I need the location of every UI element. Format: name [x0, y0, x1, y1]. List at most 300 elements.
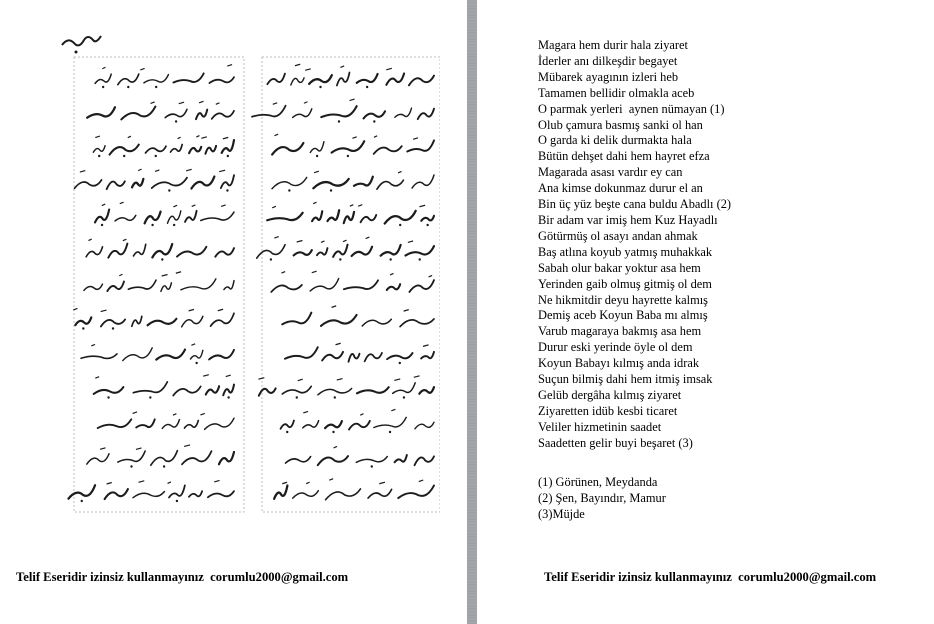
ink-stroke — [87, 107, 115, 117]
diacritic-mark — [306, 482, 309, 484]
ink-stroke — [356, 457, 387, 463]
ink-stroke — [94, 387, 124, 394]
diacritic-mark — [394, 379, 400, 381]
diacritic-mark — [199, 101, 203, 103]
dot-mark — [288, 189, 290, 191]
diacritic-mark — [192, 205, 196, 207]
diacritic-mark — [184, 445, 190, 447]
ink-stroke — [282, 386, 311, 394]
ink-stroke — [182, 316, 203, 327]
ink-stroke — [98, 419, 132, 428]
dot-mark — [226, 189, 228, 191]
ink-stroke — [321, 315, 357, 326]
diacritic-mark — [191, 344, 195, 346]
verse-line: Yerinden gaib olmuş gitmiş ol dem — [538, 276, 712, 291]
ink-stroke — [222, 140, 234, 153]
script-line — [95, 65, 234, 89]
ink-stroke — [152, 244, 172, 257]
verse-line: Veliler hizmetinin saadet — [538, 419, 662, 434]
ink-stroke — [95, 74, 111, 83]
left-column-frame — [74, 57, 244, 512]
verse-line: Ana kimse dokunmaz durur el an — [538, 181, 703, 196]
ink-stroke — [219, 452, 234, 464]
manuscript-svg — [40, 25, 440, 530]
dot-mark — [149, 396, 151, 398]
ink-stroke — [169, 485, 185, 497]
diacritic-mark — [334, 446, 337, 448]
ink-stroke — [281, 421, 294, 429]
diacritic-mark — [419, 480, 423, 482]
diacritic-mark — [226, 375, 231, 377]
footnote-item: (3)Müjde — [538, 506, 585, 521]
diacritic-mark — [102, 204, 105, 206]
diacritic-mark — [413, 138, 418, 140]
diacritic-mark — [214, 480, 219, 482]
ink-stroke — [400, 319, 434, 327]
script-line — [274, 479, 434, 500]
ink-stroke — [74, 180, 101, 188]
ink-stroke — [318, 456, 348, 465]
ink-stroke — [136, 419, 155, 427]
ink-stroke — [105, 489, 128, 499]
diacritic-mark — [305, 69, 310, 71]
ink-stroke — [168, 211, 181, 223]
right-column-frame — [262, 57, 440, 512]
dot-mark — [338, 120, 340, 122]
ink-stroke — [196, 110, 207, 120]
diacritic-mark — [350, 99, 355, 101]
diacritic-mark — [408, 241, 413, 243]
ink-stroke — [107, 282, 124, 292]
diacritic-mark — [168, 482, 171, 484]
diacritic-mark — [360, 414, 363, 416]
ink-stroke — [310, 142, 324, 153]
ink-stroke — [317, 248, 328, 255]
verse-line: Olub çamura basmış sanki ol han — [538, 117, 703, 132]
ink-stroke — [385, 211, 416, 224]
script-line — [95, 202, 234, 226]
dot-mark — [399, 224, 401, 226]
ink-stroke — [201, 212, 234, 220]
dot-mark — [332, 431, 334, 433]
script-line — [282, 306, 434, 327]
ink-stroke — [409, 280, 434, 292]
ink-stroke — [313, 179, 348, 188]
ink-stroke — [286, 457, 311, 463]
script-line — [93, 136, 234, 158]
diacritic-mark — [404, 310, 409, 312]
ink-stroke — [361, 215, 377, 222]
script-line — [267, 202, 434, 226]
ink-stroke — [357, 74, 378, 83]
dot-mark — [112, 327, 114, 329]
verse-line: Magarada asası vardır ey can — [538, 165, 683, 180]
ink-stroke — [407, 140, 434, 151]
diacritic-mark — [162, 275, 168, 277]
dot-mark — [227, 396, 229, 398]
ink-stroke — [162, 420, 179, 429]
verse-line: Bin üç yüz beşte cana buldu Abadlı (2) — [538, 197, 732, 212]
diacritic-mark — [173, 205, 177, 207]
ink-stroke — [309, 75, 332, 84]
diacritic-mark — [313, 202, 316, 204]
ink-stroke — [223, 385, 234, 396]
verse-line: Ne hikmitdir deyu hayrette kalmış — [538, 292, 708, 307]
diacritic-mark — [138, 169, 142, 171]
diacritic-mark — [219, 170, 225, 172]
ink-stroke — [95, 210, 109, 223]
dot-mark — [102, 86, 104, 88]
ink-stroke — [348, 354, 359, 362]
ink-stroke — [185, 211, 197, 222]
ink-stroke — [303, 421, 319, 428]
script-line — [285, 343, 434, 364]
verse-line: Durur eski yerinde öyle ol dem — [538, 340, 693, 355]
diacritic-mark — [420, 205, 426, 207]
script-line — [74, 169, 234, 192]
ink-stroke — [395, 108, 412, 117]
diacritic-mark — [95, 136, 100, 138]
diacritic-mark — [155, 170, 159, 172]
ink-stroke — [205, 146, 216, 154]
ink-stroke — [156, 350, 185, 360]
diacritic-mark — [273, 103, 277, 105]
dot-mark — [101, 224, 103, 226]
ink-stroke — [409, 76, 434, 86]
ink-stroke — [354, 177, 373, 186]
ink-stroke — [344, 212, 354, 223]
dot-mark — [123, 155, 125, 157]
footnotes — [538, 475, 666, 523]
ink-stroke — [107, 181, 125, 189]
diacritic-mark — [223, 137, 228, 139]
diacritic-mark — [128, 136, 131, 138]
ink-stroke — [133, 244, 145, 256]
ink-stroke — [252, 106, 286, 117]
ink-stroke — [405, 246, 434, 255]
dot-mark — [419, 258, 421, 260]
copyright-footer-right: Telif Eseridir izinsiz kullanmayınız corumlu2000@gmail.com — [544, 570, 877, 584]
dot-mark — [330, 189, 332, 191]
diacritic-mark — [200, 413, 204, 415]
diacritic-mark — [297, 240, 303, 242]
ink-stroke — [418, 109, 434, 119]
dot-mark — [296, 396, 298, 398]
ink-stroke — [271, 285, 302, 292]
diacritic-mark — [329, 479, 333, 481]
ink-stroke — [133, 382, 167, 393]
diacritic-mark — [133, 412, 138, 414]
ink-stroke — [344, 280, 378, 289]
dot-mark — [82, 327, 84, 329]
diacritic-mark — [386, 68, 392, 70]
ink-stroke — [322, 352, 343, 361]
dot-mark — [195, 362, 197, 364]
ink-stroke — [272, 177, 307, 188]
diacritic-mark — [366, 237, 370, 239]
ink-stroke — [211, 313, 234, 326]
verse-line: Baş atlına koyub yatmış muhakkak — [538, 244, 713, 259]
ink-stroke — [274, 486, 287, 499]
diacritic-mark — [350, 205, 353, 207]
ink-stroke — [86, 247, 102, 257]
diacritic-mark — [201, 137, 206, 139]
script-line — [281, 409, 434, 433]
diacritic-mark — [332, 306, 337, 308]
ink-stroke — [108, 244, 127, 258]
script-line — [271, 271, 434, 292]
verse-line: Suçun bilmiş dahi hem itmiş imsak — [538, 372, 713, 387]
diacritic-mark — [304, 102, 308, 104]
dot-mark — [173, 224, 175, 226]
ink-stroke — [333, 245, 347, 257]
dot-mark — [155, 155, 157, 157]
diacritic-mark — [221, 205, 226, 207]
dot-mark — [175, 120, 177, 122]
diacritic-mark — [216, 103, 220, 105]
ink-stroke — [327, 210, 339, 221]
dot-mark — [426, 224, 428, 226]
verse-line: Ziyaretten idüb kesbi ticaret — [538, 403, 678, 418]
ink-stroke — [282, 313, 311, 325]
copyright-footer-left: Telif Eseridir izinsiz kullanmayınız corumlu2000@gmail.com — [16, 570, 349, 584]
ink-stroke — [121, 106, 155, 119]
dot-mark — [127, 86, 129, 88]
ink-stroke — [215, 248, 234, 257]
page-divider — [467, 0, 477, 624]
ink-stroke — [101, 319, 125, 326]
dot-mark — [389, 431, 391, 433]
dot-mark — [319, 86, 321, 88]
ink-stroke — [224, 281, 234, 290]
verse-line: Sabah olur bakar yoktur asa hem — [538, 260, 701, 275]
ink-stroke — [128, 280, 156, 289]
ink-stroke — [189, 491, 202, 497]
diacritic-mark — [295, 64, 300, 66]
manuscript-script-lines — [68, 64, 434, 502]
ink-stroke — [115, 215, 136, 221]
diacritic-mark — [176, 272, 181, 274]
script-line — [252, 99, 434, 123]
ink-stroke — [173, 73, 203, 82]
verse-line: Saadetten gelir buyi beşaret (3) — [538, 435, 693, 450]
dot-mark — [163, 465, 165, 467]
ink-stroke — [165, 109, 187, 117]
ink-stroke — [393, 383, 416, 394]
ink-stroke — [118, 451, 145, 462]
diacritic-mark — [272, 206, 276, 208]
ink-stroke — [84, 284, 103, 290]
diacritic-mark — [178, 137, 181, 139]
diacritic-mark — [374, 136, 377, 138]
poem-transcription — [538, 38, 731, 452]
script-line — [87, 445, 234, 468]
script-line — [257, 237, 434, 261]
ink-stroke — [374, 417, 406, 427]
script-line — [87, 101, 234, 122]
ink-stroke — [173, 386, 201, 395]
diacritic-mark — [73, 308, 77, 310]
ink-stroke — [326, 489, 361, 500]
ink-stroke — [189, 147, 201, 153]
script-line — [73, 308, 234, 329]
diacritic-mark — [429, 275, 433, 277]
ink-stroke — [293, 109, 312, 118]
diacritic-mark — [390, 273, 393, 275]
diacritic-mark — [274, 237, 278, 239]
dot-mark — [227, 155, 229, 157]
script-line — [98, 412, 234, 429]
ink-stroke — [209, 77, 234, 83]
script-line — [94, 375, 234, 399]
script-line — [68, 480, 234, 502]
diacritic-mark — [281, 272, 285, 274]
dot-mark — [176, 500, 178, 502]
ink-stroke — [421, 216, 434, 221]
verse-line: İderler anı dilkeşdir begayet — [538, 53, 678, 68]
ink-stroke — [206, 386, 219, 394]
footnote-item: (1) Görünen, Meydanda — [538, 475, 658, 489]
diacritic-mark — [337, 379, 343, 381]
dot-mark — [168, 189, 170, 191]
dot-mark — [151, 224, 153, 226]
ink-stroke — [190, 350, 202, 359]
diacritic-mark — [136, 448, 142, 450]
ink-stroke — [208, 491, 234, 497]
diacritic-mark — [343, 240, 347, 242]
script-line — [258, 376, 434, 399]
dot-mark — [107, 396, 109, 398]
dot-mark — [98, 155, 100, 157]
script-line — [267, 64, 434, 88]
diacritic-mark — [340, 66, 344, 68]
diacritic-mark — [218, 309, 223, 311]
ink-stroke — [387, 284, 400, 290]
diacritic-mark — [321, 241, 324, 243]
dot-mark — [286, 431, 288, 433]
ink-stroke — [395, 455, 407, 462]
ink-stroke — [325, 421, 342, 428]
ink-stroke — [267, 74, 285, 84]
dot-mark — [155, 86, 157, 88]
verse-line: Bütün dehşet dahi hem hayret efza — [538, 149, 710, 164]
ink-stroke — [184, 420, 198, 428]
diacritic-mark — [298, 379, 303, 381]
diacritic-mark — [282, 482, 287, 484]
diacritic-mark — [119, 274, 122, 276]
ink-stroke — [151, 451, 178, 466]
ink-stroke — [291, 78, 304, 85]
ink-stroke — [386, 74, 404, 85]
ink-stroke — [368, 489, 392, 498]
diacritic-mark — [312, 271, 317, 273]
ink-stroke — [177, 247, 206, 257]
verse-line: Tamamen bellidir olmakla aceb — [538, 85, 695, 100]
ink-stroke — [412, 175, 434, 188]
diacritic-mark — [274, 134, 278, 136]
manuscript-scan-image — [40, 25, 440, 530]
verse-line: Varub magaraya bakmış asa hem — [538, 324, 702, 339]
ink-stroke — [293, 491, 319, 499]
ink-stroke — [110, 145, 139, 155]
script-line — [272, 134, 434, 157]
ink-stroke — [374, 146, 402, 154]
ink-stroke — [209, 350, 234, 360]
ink-stroke — [171, 145, 183, 153]
diacritic-mark — [151, 102, 155, 104]
dot-mark — [373, 120, 375, 122]
verse-line: Koyun Babayı kılmış anda idrak — [538, 356, 700, 371]
dot-mark — [389, 258, 391, 260]
ink-stroke — [318, 388, 352, 394]
ink-stroke — [161, 283, 172, 292]
ink-stroke — [321, 106, 356, 117]
verse-line: O parmak yerleri aynen nümayan (1) — [538, 101, 725, 116]
ink-stroke — [352, 247, 372, 256]
ink-stroke — [362, 319, 391, 326]
dot-mark — [371, 465, 373, 467]
dot-mark — [403, 396, 405, 398]
ink-stroke — [93, 146, 105, 153]
diacritic-mark — [398, 171, 401, 173]
dot-mark — [270, 258, 272, 260]
ink-stroke — [398, 485, 434, 498]
ink-stroke — [118, 74, 139, 84]
diacritic-mark — [303, 411, 308, 413]
ink-stroke — [81, 354, 117, 359]
verse-line: Bir adam var imiş hem Kuz Hayadlı — [538, 212, 718, 227]
footnote-item: (2) Şen, Bayındır, Mamur — [538, 490, 666, 505]
ink-stroke — [332, 141, 365, 152]
ink-stroke — [181, 279, 216, 290]
dot-mark — [347, 155, 349, 157]
ink-stroke — [144, 75, 169, 83]
diacritic-mark — [101, 310, 107, 312]
diacritic-mark — [314, 171, 319, 173]
ink-stroke — [221, 175, 234, 188]
diacritic-mark — [91, 344, 95, 346]
verse-line: Magara hem durir hala ziyaret — [538, 38, 688, 52]
ink-stroke — [267, 213, 303, 221]
verse-line: Mübarek ayagının izleri heb — [538, 69, 679, 84]
script-line — [86, 239, 234, 261]
dot-mark — [334, 396, 336, 398]
verse-line: Demiş aceb Koyun Baba mı almış — [538, 308, 708, 323]
ink-stroke — [312, 211, 322, 221]
diacritic-mark — [102, 67, 105, 69]
ink-stroke — [364, 111, 385, 118]
margin-annotation — [62, 36, 101, 45]
verse-line: Götürmüş ol asayı andan ahmak — [538, 228, 698, 243]
diacritic-mark — [120, 202, 124, 204]
ink-stroke — [272, 143, 303, 155]
ink-stroke — [387, 353, 412, 359]
dot-mark — [366, 86, 368, 88]
annotation-dot — [75, 51, 78, 54]
ink-stroke — [337, 73, 350, 86]
diacritic-mark — [391, 409, 395, 411]
dot-mark — [130, 465, 132, 467]
diacritic-mark — [189, 309, 194, 311]
diacritic-mark — [352, 137, 356, 139]
dot-mark — [316, 155, 318, 157]
ink-stroke — [182, 451, 212, 464]
diacritic-mark — [179, 102, 184, 104]
ink-stroke — [132, 179, 143, 187]
ink-stroke — [294, 250, 312, 255]
ink-stroke — [381, 245, 401, 256]
dot-mark — [161, 258, 163, 260]
